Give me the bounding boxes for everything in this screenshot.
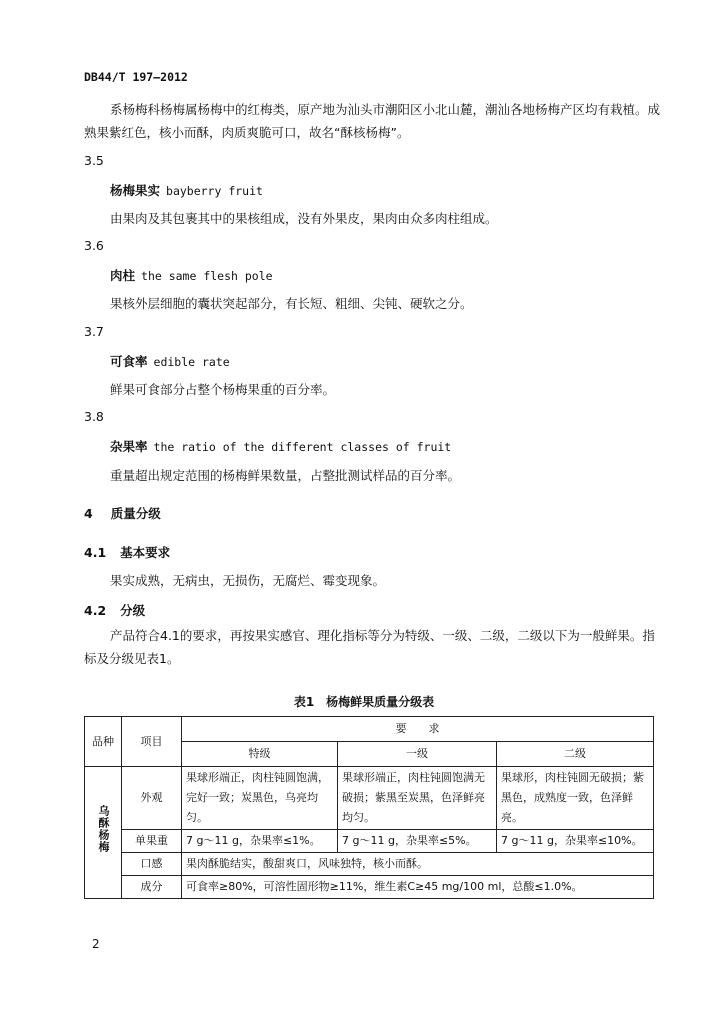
term-zh: 可食率 — [110, 354, 148, 369]
special-grade-cell: 果球形端正，肉柱钝圆饱满，完好一致；炭黑色，乌亮均匀。 — [182, 767, 338, 830]
header-variety: 品种 — [85, 717, 122, 767]
term-en: bayberry fruit — [166, 184, 263, 198]
header-item: 项目 — [122, 717, 182, 767]
term-number: 3.5 — [84, 153, 104, 168]
term-zh: 肉柱 — [110, 268, 136, 283]
item-cell: 外观 — [122, 767, 182, 830]
term-number: 3.8 — [84, 409, 104, 424]
subsection-text: 果实成熟，无病虫，无损伤，无腐烂、霉变现象。 — [110, 573, 386, 588]
table-row — [85, 830, 654, 853]
table-row — [85, 876, 654, 899]
intro-paragraph: 系杨梅科杨梅属杨梅中的红梅类，原产地为汕头市潮阳区小北山麓，潮汕各地杨梅产区均有栽植。成熟果紫红色，核小而酥，肉质爽脆可口，故名“酥核杨梅”。 — [84, 102, 661, 140]
section-number: 4 — [84, 506, 93, 521]
term-number: 3.6 — [84, 238, 104, 253]
special-grade-cell: 7 g～11 g，杂果率≤1%。 — [182, 830, 338, 853]
header-second-grade: 二级 — [497, 742, 654, 767]
subsection-number: 4.1 — [84, 545, 107, 560]
variety-name: 乌酥杨梅 — [97, 805, 110, 853]
merged-value-cell: 可食率≥80%，可溶性固形物≥11%，维生素C≥45 mg/100 ml，总酸≤1.0%。 — [182, 876, 654, 899]
term-definition: 由果肉及其包裹其中的果核组成，没有外果皮，果肉由众多肉柱组成。 — [110, 211, 498, 226]
item-cell: 口感 — [122, 853, 182, 876]
term-heading — [110, 266, 273, 284]
item-cell: 成分 — [122, 876, 182, 899]
term-heading — [110, 352, 230, 370]
table-row — [85, 853, 654, 876]
term-zh: 杨梅果实 — [110, 183, 161, 198]
term-en: edible rate — [153, 355, 230, 369]
header-requirement: 要 求 — [182, 717, 654, 742]
term-heading — [110, 181, 263, 199]
first-grade-cell: 果球形端正，肉柱钝圆饱满无破损；紫黑至炭黑，色泽鲜亮均匀。 — [338, 767, 497, 830]
first-grade-cell: 7 g～11 g，杂果率≤5%。 — [338, 830, 497, 853]
term-definition: 鲜果可食部分占整个杨梅果重的百分率。 — [110, 382, 336, 397]
term-heading — [110, 437, 451, 455]
term-zh: 杂果率 — [110, 439, 148, 454]
second-grade-cell: 果球形，肉柱钝圆无破损；紫黑色，成熟度一致，色泽鲜亮。 — [497, 767, 654, 830]
subsection-title: 分级 — [120, 603, 146, 618]
header-special-grade: 特级 — [182, 742, 338, 767]
table-header-row — [85, 717, 654, 742]
page-number: 2 — [92, 937, 100, 951]
subsection-text: 产品符合4.1的要求，再按果实感官、理化指标等分为特级、一级、二级，二级以下为一般鲜果。指标及分级见表1。 — [84, 628, 655, 666]
term-number: 3.7 — [84, 324, 104, 339]
item-cell: 单果重 — [122, 830, 182, 853]
subsection-heading — [84, 543, 170, 561]
section-title: 质量分级 — [110, 506, 161, 521]
term-en: the ratio of the different classes of fruit — [153, 440, 452, 454]
subsection-title: 基本要求 — [120, 545, 171, 560]
table-row — [85, 767, 654, 830]
header-first-grade: 一级 — [338, 742, 497, 767]
subsection-heading — [84, 601, 145, 619]
document-code: DB44/T 197—2012 — [84, 70, 188, 84]
merged-value-cell: 果肉酥脆结实，酸甜爽口，风味独特，核小而酥。 — [182, 853, 654, 876]
grade-table — [84, 716, 654, 899]
term-definition: 果核外层细胞的囊状突起部分，有长短、粗细、尖钝、硬软之分。 — [110, 296, 473, 311]
subsection-number: 4.2 — [84, 603, 107, 618]
table-caption: 表1 杨梅鲜果质量分级表 — [293, 695, 435, 709]
second-grade-cell: 7 g～11 g，杂果率≤10%。 — [497, 830, 654, 853]
section-heading — [84, 504, 161, 522]
term-en: the same flesh pole — [141, 269, 273, 283]
variety-cell — [85, 767, 122, 899]
term-definition: 重量超出规定范围的杨梅鲜果数量，占整批测试样品的百分率。 — [110, 468, 461, 483]
